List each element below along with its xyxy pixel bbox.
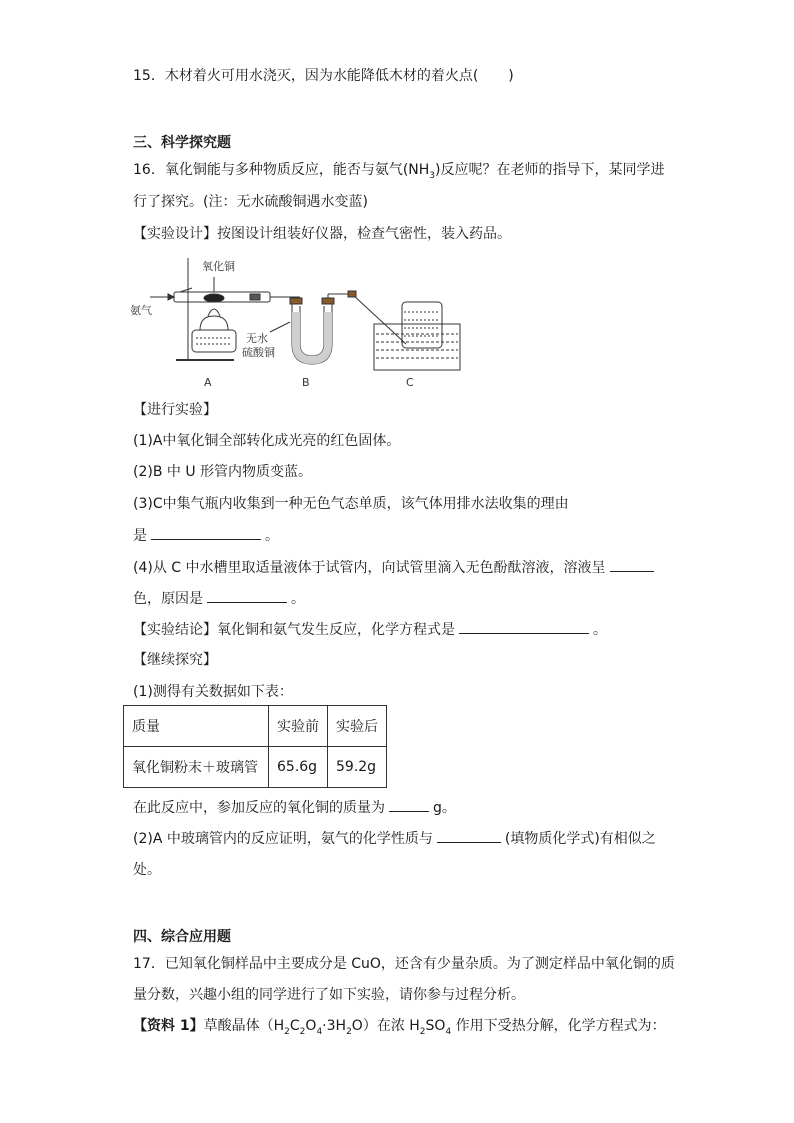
answer-blank-2[interactable] [610,557,654,572]
q17-ref-s3: 4 [316,1026,323,1037]
conclusion-end: 。 [593,622,607,638]
q17-ref-s1: 2 [284,1026,290,1037]
step-1: (1)A中氧化铜全部转化成光亮的红色固体。 [133,433,401,449]
conduct-heading: 【进行实验】 [133,402,217,418]
q17-ref-s6: 4 [445,1026,452,1037]
cont-1-q-unit: g。 [433,800,456,816]
q16-line2: 行了探究。(注：无水硫酸铜遇水变蓝) [133,194,368,210]
q17-ref-e: O）在浓 H [351,1018,420,1034]
cuso4-pointer [270,322,290,332]
answer-blank-1[interactable] [151,525,261,540]
step-3-a: (3)C中集气瓶内收集到一种无色气态单质，该气体用排水法收集的理由 [133,496,569,512]
q17-line1: 17．已知氧化铜样品中主要成分是 CuO，还含有少量杂质。为了测定样品中氧化铜的质 [133,956,675,972]
label-cuo: 氧化铜 [202,260,235,273]
step-3-end: 。 [265,528,279,544]
cont-1: (1)测得有关数据如下表： [133,684,293,700]
q17-ref-g: 作用下受热分解，化学方程式为： [451,1018,666,1034]
q15-line [133,66,514,86]
section-4-title: 四、综合应用题 [133,929,231,945]
cont-2-b: (填物质化学式)有相似之 [504,831,656,847]
data-table [123,705,387,788]
label-b: B [302,376,310,389]
burner-body [200,316,228,330]
step-4-end: 。 [291,591,305,607]
q17-ref-a: 草酸晶体（H [203,1018,285,1034]
u-tube-inner [300,306,324,356]
q15-close: ) [508,68,514,84]
conclusion-line [133,619,607,640]
step-2: (2)B 中 U 形管内物质变蓝。 [133,464,313,480]
q17-ref-d: ·3H [322,1018,347,1034]
q17-ref-b: C [289,1018,300,1034]
table-header-cell: 实验前 [269,706,328,747]
table-cell: 65.6g [269,747,328,788]
cont-1-q-a: 在此反应中，参加反应的氧化铜的质量为 [133,800,385,816]
gas-jar [402,302,442,348]
q16-design: 【实验设计】按图设计组装好仪器，检查气密性，装入药品。 [133,226,511,242]
cont-2-a: (2)A 中玻璃管内的反应证明，氨气的化学性质与 [133,831,433,847]
answer-blank-6[interactable] [437,828,501,843]
q17-ref-line [133,1016,666,1042]
q16-line1 [133,160,664,186]
label-c: C [406,376,414,389]
apparatus-diagram [130,252,470,392]
step-4-line [133,557,658,578]
step-3-b-line [133,525,279,546]
q17-ref-s5: 2 [419,1026,426,1037]
answer-blank-5[interactable] [389,797,429,812]
conclusion-a: 【实验结论】氧化铜和氨气发生反应，化学方程式是 [133,622,455,638]
step-4-b: 色，原因是 [133,591,203,607]
table-cell: 59.2g [328,747,387,788]
answer-blank-3[interactable] [207,588,287,603]
q17-ref-label: 【资料 1】 [133,1018,204,1034]
q15-text: 15．木材着火可用水浇灭，因为水能降低木材的着火点( [133,68,479,84]
answer-blank-4[interactable] [459,619,589,634]
q17-line2: 量分数，兴趣小组的同学进行了如下实验，请你参与过程分析。 [133,987,525,1003]
table-cell: 氧化铜粉末＋玻璃管 [124,747,269,788]
table-row [124,747,387,788]
q17-ref-s4: 2 [346,1026,352,1037]
label-cuso4-1: 无水 [246,332,268,345]
delivery-tube [352,294,406,344]
table-header-cell: 质量 [124,706,269,747]
flame [208,309,220,316]
lamp-base [192,330,236,352]
table-header-row [124,706,387,747]
cont-1-q-line [133,797,456,818]
continue-heading: 【继续探究】 [133,652,217,668]
q16-line1-sub: 3 [429,170,436,181]
label-nh3: 氨气 [130,304,152,317]
stand-clamp [180,288,192,292]
table-header-cell: 实验后 [328,706,387,747]
q17-ref-f: SO [425,1018,446,1034]
step-4-a: (4)从 C 中水槽里取适量液体于试管内，向试管里滴入无色酚酞溶液，溶液呈 [133,560,606,576]
section-3-title: 三、科学探究题 [133,135,231,151]
q17-ref-s2: 2 [299,1026,306,1037]
q17-ref-c: O [305,1018,317,1034]
label-a: A [204,376,212,389]
q16-line1-a: 16．氧化铜能与多种物质反应，能否与氨气(NH [133,162,430,178]
cont-2-line [133,828,656,849]
step-4-b-line [133,588,305,609]
arrow-head [168,294,174,300]
q16-line1-b: )反应呢？在老师的指导下，某同学进 [435,162,665,178]
water-trough [374,324,460,370]
step-3-b: 是 [133,528,147,544]
cont-2-c: 处。 [133,862,161,878]
label-cuso4-2: 硫酸铜 [242,346,275,359]
cuo-powder [204,294,224,302]
cuso4-fill [292,312,332,364]
